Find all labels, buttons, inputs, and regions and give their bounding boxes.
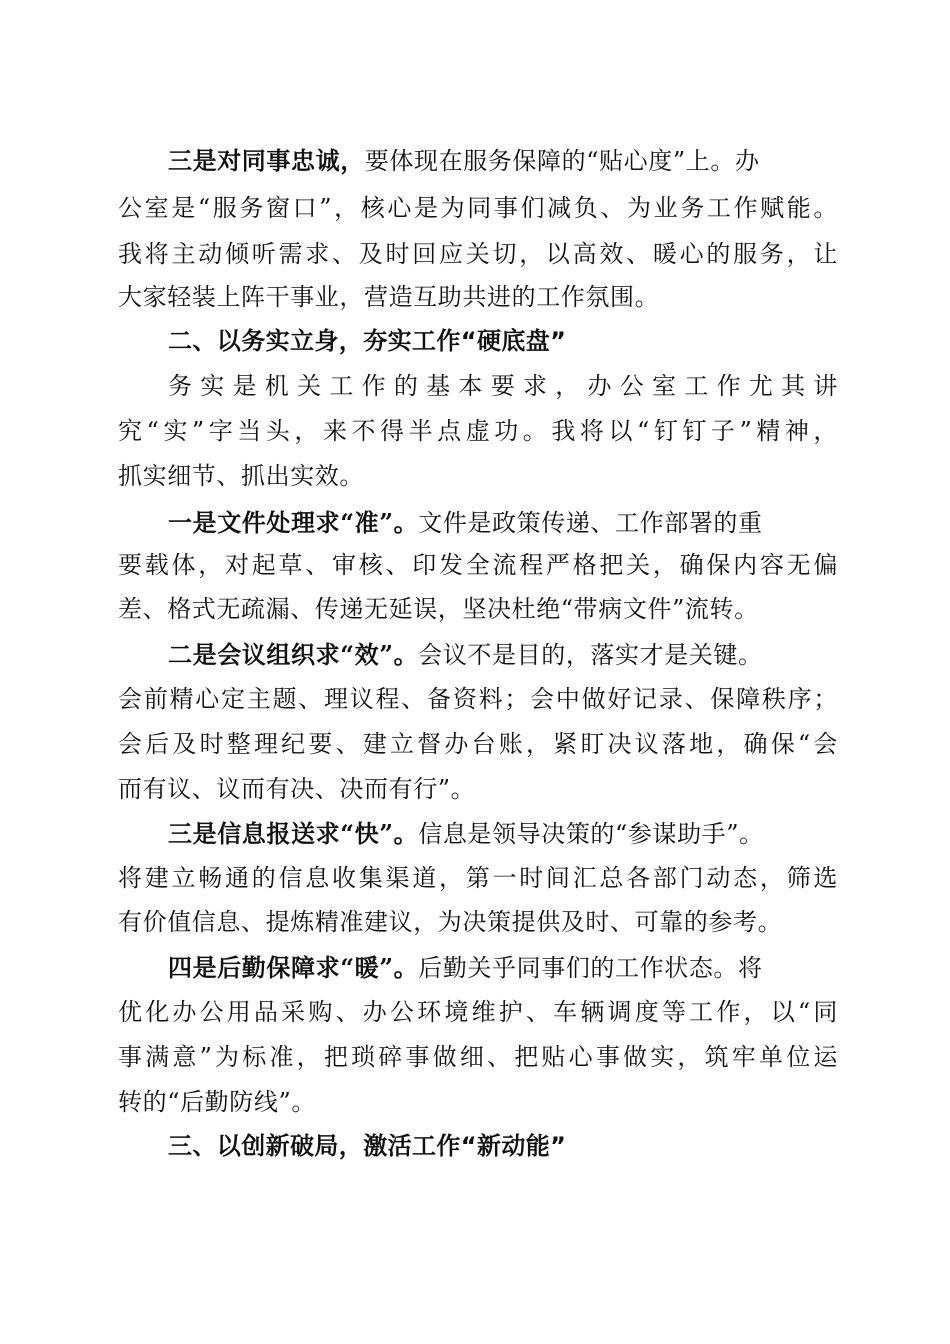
paragraph-lead: 三是信息报送求“快”。: [168, 819, 419, 848]
paragraph-text: 信息是领导决策的“参谋助手”。: [418, 820, 764, 848]
paragraph-line: 有价值信息、提炼精准建议，为决策提供及时、可靠的参考。: [118, 908, 783, 936]
paragraph-lead: 二是会议组织求“效”。: [168, 640, 419, 669]
paragraph-line: [168, 508, 838, 538]
paragraph-line: 抓实细节、抓出实效。: [118, 462, 364, 490]
paragraph-line: [168, 640, 838, 670]
paragraph-line: 要载体，对起草、审核、印发全流程严格把关，确保内容无偏: [118, 551, 838, 579]
paragraph-text: 要体现在服务保障的“贴心度”上。办: [364, 147, 760, 175]
paragraph-line: 会后及时整理纪要、建立督办台账，紧盯决议落地，确保“会: [118, 730, 838, 758]
paragraph-line: [168, 819, 838, 849]
paragraph-text: 后勤关乎同事们的工作状态。将: [418, 954, 763, 982]
section-heading: 三、以创新破局，激活工作“新动能”: [168, 1132, 567, 1160]
paragraph-line: 转的“后勤防线”。: [118, 1088, 316, 1116]
paragraph-line: 大家轻装上阵干事业，营造互助共进的工作氛围。: [118, 283, 660, 311]
paragraph-line: [168, 953, 838, 983]
paragraph-line: 差、格式无疏漏、传递无延误，坚决杜绝“带病文件”流转。: [118, 595, 759, 623]
paragraph-line: 我将主动倾听需求、及时回应关切，以高效、暖心的服务，让: [118, 240, 838, 268]
paragraph-line: 究“实”字当头，来不得半点虚功。我将以“钉钉子”精神，: [118, 417, 838, 445]
paragraph-line: 而有议、议而有决、决而有行”。: [118, 775, 476, 803]
paragraph-line: 将建立畅通的信息收集渠道，第一时间汇总各部门动态，筛选: [118, 864, 838, 892]
paragraph-line: 优化办公用品采购、办公环境维护、车辆调度等工作，以“同: [118, 998, 838, 1026]
paragraph-line: 公室是“服务窗口”，核心是为同事们减负、为业务工作赋能。: [118, 194, 838, 222]
paragraph-line: 事满意”为标准，把琐碎事做细、把贴心事做实，筑牢单位运: [118, 1043, 838, 1071]
paragraph-lead: 四是后勤保障求“暖”。: [168, 953, 419, 982]
paragraph-line: 会前精心定主题、理议程、备资料；会中做好记录、保障秩序；: [118, 685, 838, 713]
paragraph-lead: 三是对同事忠诚，: [168, 146, 365, 175]
paragraph-text: 会议不是目的，落实才是关键。: [418, 641, 763, 669]
paragraph-lead: 一是文件处理求“准”。: [168, 508, 419, 537]
paragraph-line: 务实是机关工作的基本要求，办公室工作尤其讲: [168, 372, 838, 400]
paragraph-line: [168, 146, 838, 176]
paragraph-text: 文件是政策传递、工作部署的重: [418, 509, 763, 537]
section-heading: 二、以务实立身，夯实工作“硬底盘”: [168, 327, 567, 355]
